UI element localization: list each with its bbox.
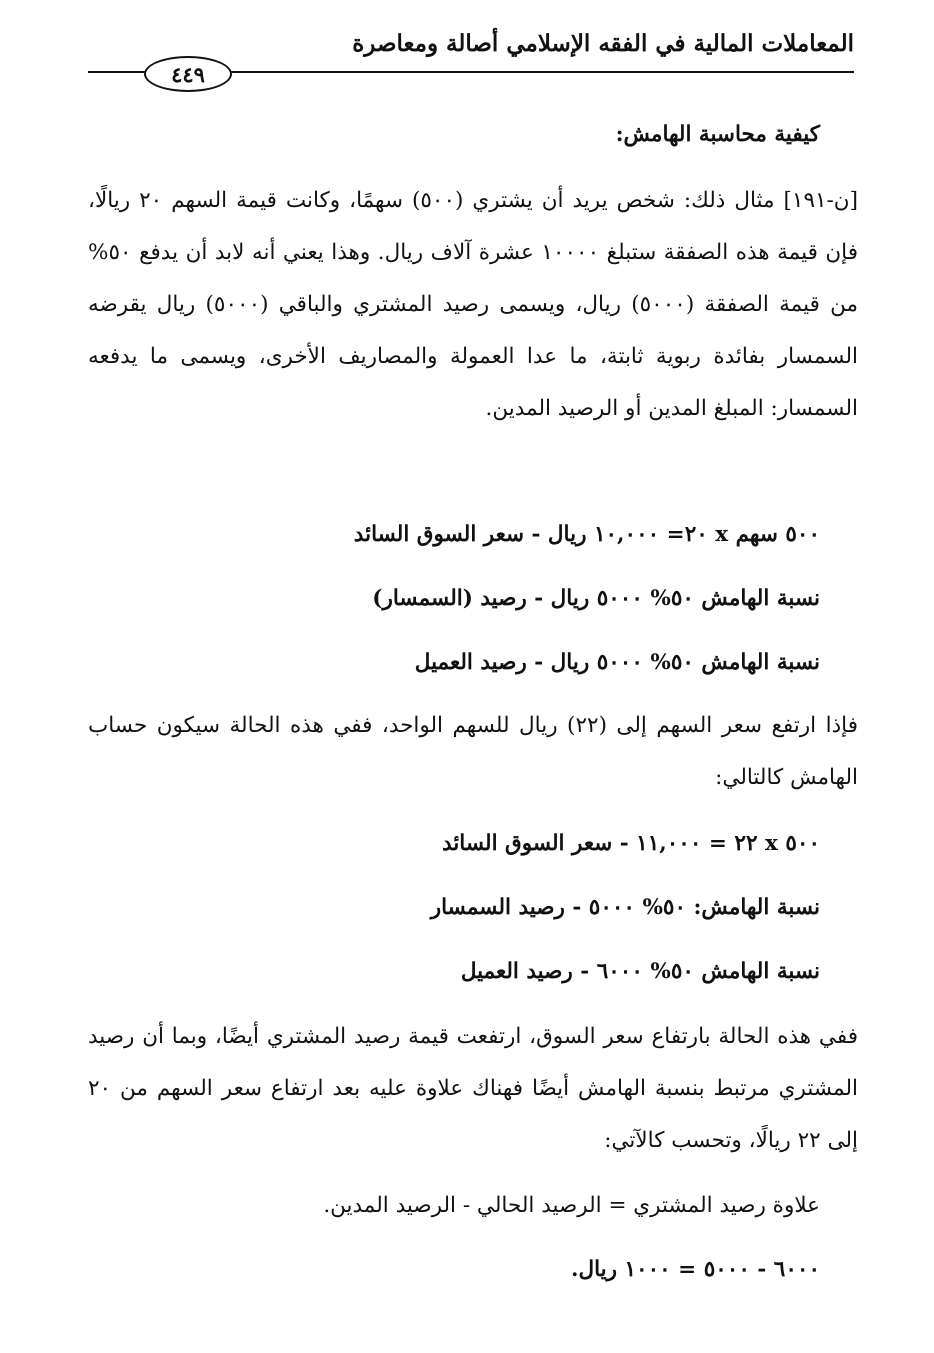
premium-result: ٦٠٠٠ - ٥٠٠٠ = ١٠٠٠ ريال. bbox=[570, 1257, 820, 1282]
section-heading: كيفية محاسبة الهامش: bbox=[615, 122, 820, 147]
book-title: المعاملات المالية في الفقه الإسلامي أصالة ومعاصرة bbox=[352, 30, 854, 57]
calc-line-3: نسبة الهامش ٥٠% ٥٠٠٠ ريال - رصيد العميل bbox=[414, 650, 820, 675]
paragraph-example: [ن-١٩١] مثال ذلك: شخص يريد أن يشتري (٥٠٠) سهمًا، وكانت قيمة السهم ٢٠ ريالًا، فإن قيمة هذه الصفقة ستبلغ ١٠٠٠٠ عشرة آلاف ريال. وهذا يعني أنه لابد أن يدفع ٥٠% من قيمة الصفقة (٥٠٠٠) ريال، ويسمى رصيد المشتري والباقي (٥٠٠٠) ريال يقرضه السمسار بفائدة ربوية ثابتة، ما عدا العمولة والمصاريف الأخرى، ويسمى ما يدفعه السمسار: المبلغ المدين أو الرصيد المدين. bbox=[88, 188, 858, 421]
premium-formula: علاوة رصيد المشتري = الرصيد الحالي - الرصيد المدين. bbox=[323, 1193, 820, 1218]
calc2-line-1: ٥٠٠ x ٢٢ = ١١,٠٠٠ - سعر السوق السائد bbox=[442, 831, 820, 856]
page-number: ٤٤٩ bbox=[144, 56, 232, 92]
calc2-line-3: نسبة الهامش ٥٠% ٦٠٠٠ - رصيد العميل bbox=[460, 959, 820, 984]
paragraph-premium: ففي هذه الحالة بارتفاع سعر السوق، ارتفعت قيمة رصيد المشتري أيضًا، وبما أن رصيد المشتري مرتبط بنسبة الهامش أيضًا فهناك علاوة عليه بعد ارتفاع سعر السهم من ٢٠ إلى ٢٢ ريالًا، وتحسب كالآتي: bbox=[88, 1024, 858, 1153]
calc-line-1: ٥٠٠ سهم x ٢٠= ١٠,٠٠٠ ريال - سعر السوق السائد bbox=[353, 522, 820, 547]
paragraph-price-rise: فإذا ارتفع سعر السهم إلى (٢٢) ريال للسهم الواحد، ففي هذه الحالة سيكون حساب الهامش كالتالي: bbox=[88, 713, 858, 790]
calc-line-2: نسبة الهامش ٥٠% ٥٠٠٠ ريال - رصيد (السمسار) bbox=[372, 586, 820, 611]
calc2-line-2: نسبة الهامش: ٥٠% ٥٠٠٠ - رصيد السمسار bbox=[430, 895, 820, 920]
